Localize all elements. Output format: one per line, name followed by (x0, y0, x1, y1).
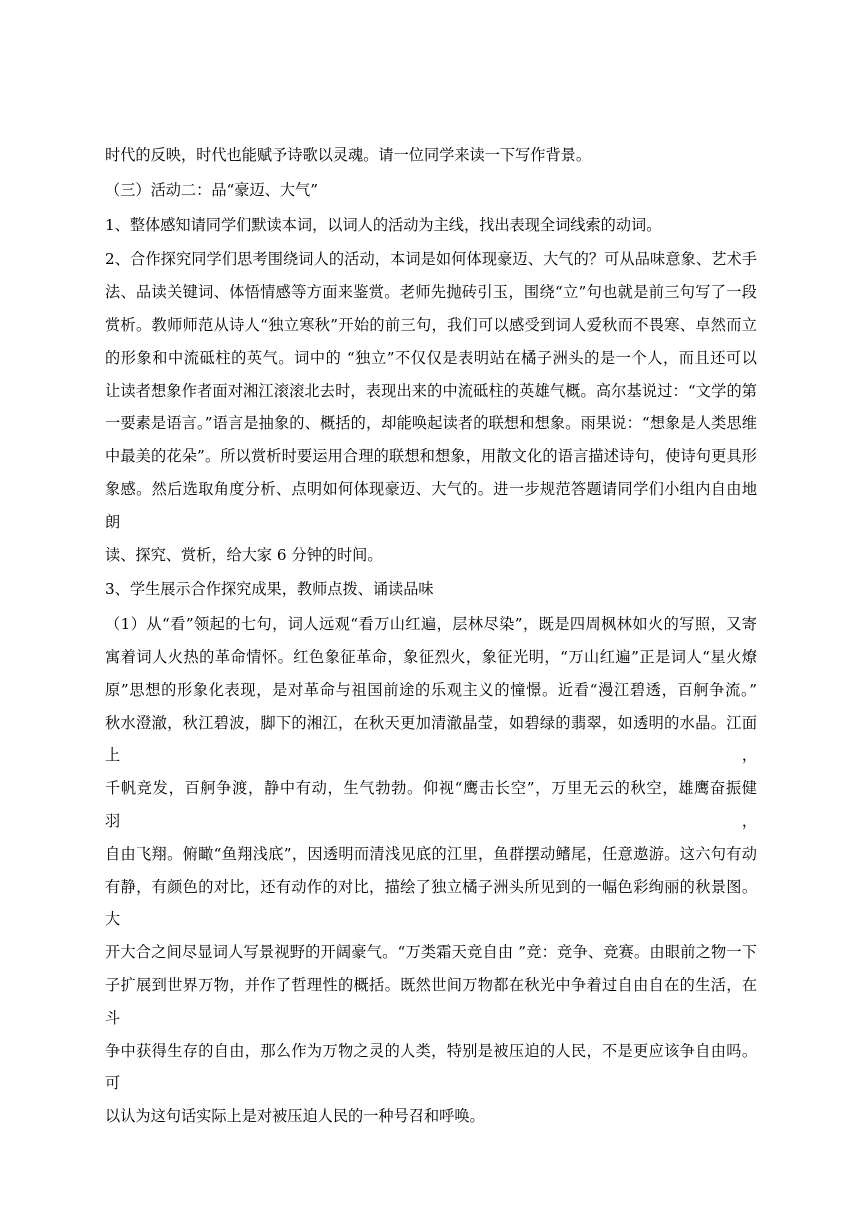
paragraph (105, 139, 757, 172)
text-line: 2、合作探究同学们思考围绕词人的活动，本词是如何体现豪迈、大气的？可从品味意象、艺术手 (105, 250, 757, 269)
text-line: 赏析。教师师范从诗人“独立寒秋”开始的前三句，我们可以感受到词人爱秋而不畏寒、卓然而立 (105, 315, 757, 334)
text-line: 时代的反映，时代也能赋予诗歌以灵魂。请一位同学来读一下写作背景。 (105, 146, 591, 164)
text-line: 一要素是语言。”语言是抽象的、概括的，却能唤起读者的联想和想象。雨果说：“想象是人类思维 (105, 414, 757, 433)
text-line: 让读者想象作者面对湘江滚滚北去时，表现出来的中流砥柱的英雄气概。高尔基说过：“文学的第 (105, 381, 757, 400)
paragraph (105, 209, 757, 242)
text-line: 有静，有颜色的对比，还有动作的对比，描绘了独立橘子洲头所见到的一幅色彩绚丽的秋景图。大 (105, 877, 757, 929)
text-line: 争中获得生存的自由，那么作为万物之灵的人类，特别是被压迫的人民，不是更应该争自由吗。可 (105, 1041, 757, 1093)
text-line: 象感。然后选取角度分析、点明如何体现豪迈、大气的。进一步规范答题请同学们小组内自由地朗 (105, 479, 757, 531)
text-line: 原”思想的形象化表现，是对革命与祖国前途的乐观主义的憧憬。近看“漫江碧透，百舸争流。” (105, 680, 757, 699)
text-line: （三）活动二：品“豪迈、大气” (105, 180, 318, 199)
text-line: 中最美的花朵”。所以赏析时要运用合理的联想和想象，用散文化的语言描述诗句，使诗句更具形 (105, 447, 757, 466)
text-line: 以认为这句话实际上是对被压迫人民的一种号召和呼唤。 (105, 1107, 485, 1126)
text-line: 自由飞翔。俯瞰“鱼翔浅底”，因透明而清浅见底的江里，鱼群摆动鳍尾，任意遨游。这六句有动 (105, 844, 757, 863)
paragraph (105, 608, 757, 1133)
paragraph (105, 243, 757, 571)
text-line: 读、探究、赏析，给大家 6 分钟的时间。 (105, 545, 383, 564)
text-line: 子扩展到世界万物，并作了哲理性的概括。既然世间万物都在秋光中争着过自由自在的生活，在斗 (105, 975, 757, 1027)
text-line: 开大合之间尽显词人写景视野的开阔豪气。“万类霜天竞自由 ”竞：竞争、竞赛。由眼前之物一下 (105, 943, 757, 962)
text-line: 法、品读关键词、体悟情感等方面来鉴赏。老师先抛砖引玉，围绕“立”句也就是前三句写了一段 (105, 283, 757, 302)
text-line: 的形象和中流砥柱的英气。词中的 “独立”不仅仅是表明站在橘子洲头的是一个人，而且还可以 (105, 348, 757, 367)
text-line: 寓着词人火热的革命情怀。红色象征革命，象征烈火，象征光明，“万山红遍”正是词人“星火燎 (105, 647, 757, 666)
text-line: （1）从“看”领起的七句，词人远观“看万山红遍，层林尽染”，既是四周枫林如火的写照，又寄 (105, 615, 757, 634)
paragraph (105, 573, 757, 606)
text-line: 1、整体感知请同学们默读本词，以词人的活动为主线，找出表现全词线索的动词。 (105, 215, 662, 234)
paragraph (105, 174, 757, 207)
document-body (105, 139, 757, 1135)
text-line: 秋水澄澈，秋江碧波，脚下的湘江，在秋天更加清澈晶莹，如碧绿的翡翠，如透明的水晶。江面上， (105, 713, 757, 765)
text-line: 3、学生展示合作探究成果，教师点拨、诵读品味 (105, 580, 434, 599)
text-line: 千帆竞发，百舸争渡，静中有动，生气勃勃。仰视“鹰击长空”，万里无云的秋空，雄鹰奋振健羽， (105, 779, 757, 830)
